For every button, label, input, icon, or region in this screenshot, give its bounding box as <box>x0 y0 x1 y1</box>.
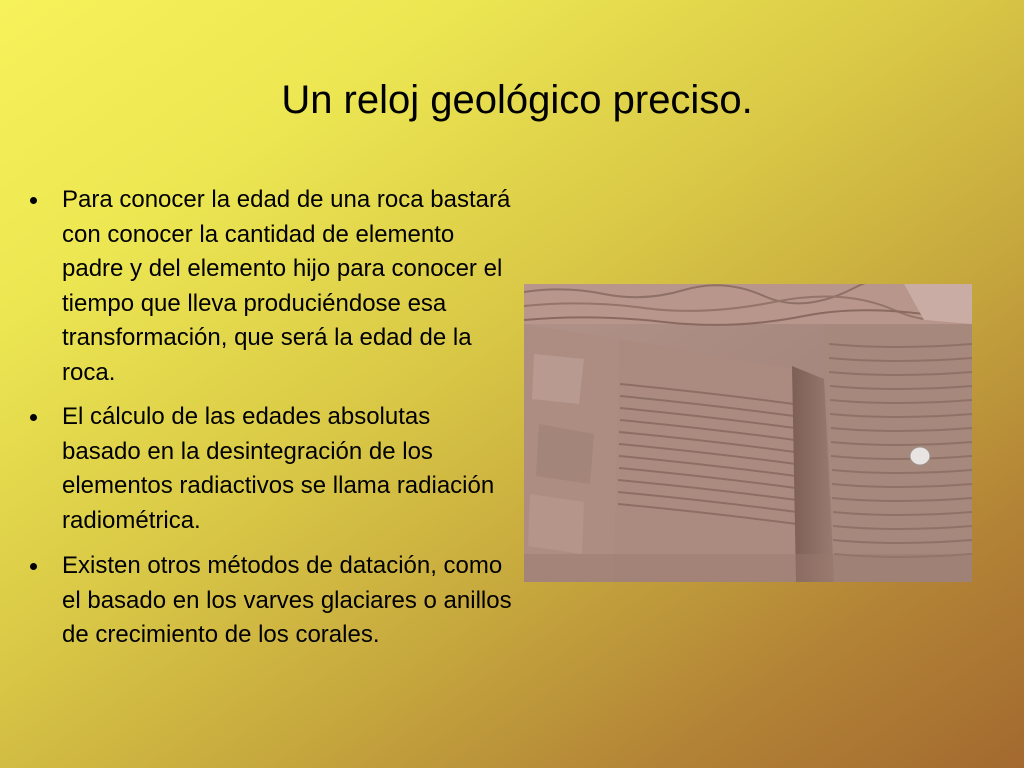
bullet-item <box>30 400 515 538</box>
bullet-icon <box>30 197 37 204</box>
slide-title: Un reloj geológico preciso. <box>281 78 753 122</box>
bullet-icon <box>30 414 37 421</box>
bullet-text: Existen otros métodos de datación, como el basado en los varves glaciares o anillos de crecimiento de los corales. <box>62 552 512 648</box>
bullet-list <box>30 183 515 663</box>
bullet-icon <box>30 563 37 570</box>
bullet-item <box>30 183 515 390</box>
rock-strata-photo <box>524 284 972 582</box>
bullet-item <box>30 549 515 653</box>
bullet-text: El cálculo de las edades absolutas basado en la desintegración de los elementos radiactivos se llama radiación radiométrica. <box>62 403 495 534</box>
bullet-text: Para conocer la edad de una roca bastará con conocer la cantidad de elemento padre y del elemento hijo para conocer el tiempo que lleva produciéndose esa transformación, que será la edad de la roca. <box>62 186 511 386</box>
